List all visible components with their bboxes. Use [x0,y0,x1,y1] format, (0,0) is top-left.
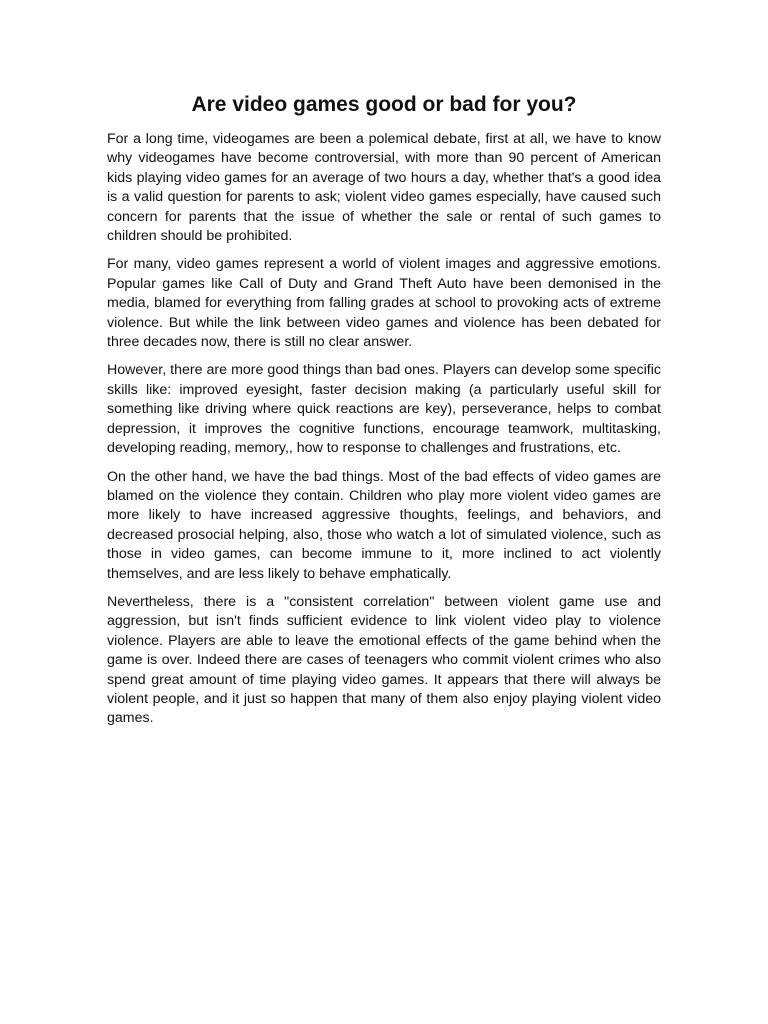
paragraph-2: For many, video games represent a world of violent images and aggressive emotions. Popular games like Call of Duty and Grand Theft Auto have been demonised in the media, blamed for everything from falling grades at school to provoking acts of extreme violence. But while the link between video games and violence has been debated for three decades now, there is still no clear answer. [107,256,661,351]
paragraph-3: However, there are more good things than bad ones. Players can develop some specific skills like: improved eyesight, faster decision making (a particularly useful skill for something like driving where quick reactions are key), perseverance, helps to combat depression, it improves the cognitive functions, encourage teamwork, multitasking, developing reading, memory,, how to response to challenges and frustrations, etc. [107,362,661,457]
document-title: Are video games good or bad for you? [191,93,577,116]
document-body [107,130,661,738]
paragraph-5: Nevertheless, there is a "consistent correlation" between violent game use and aggression, but isn't finds sufficient evidence to link violent video play to violence violence. Players are able to leave the emotional effects of the game behind when the game is over. Indeed there are cases of teenagers who commit violent crimes who also spend great amount of time playing video games. It appears that there will always be violent people, and it just so happen that many of them also enjoy playing violent video games. [107,593,661,727]
paragraph-4: On the other hand, we have the bad things. Most of the bad effects of video games are blamed on the violence they contain. Children who play more violent video games are more likely to have increased aggressive thoughts, feelings, and behaviors, and decreased prosocial helping, also, those who watch a lot of simulated violence, such as those in video games, can become immune to it, more inclined to act violently themselves, and are less likely to behave emphatically. [107,468,661,582]
paragraph-1: For a long time, videogames are been a polemical debate, first at all, we have to know why videogames have become controversial, with more than 90 percent of American kids playing video games for an average of two hours a day, whether that's a good idea is a valid question for parents to ask; violent video games especially, have caused such concern for parents that the issue of whether the sale or rental of such games to children should be prohibited. [107,131,661,245]
